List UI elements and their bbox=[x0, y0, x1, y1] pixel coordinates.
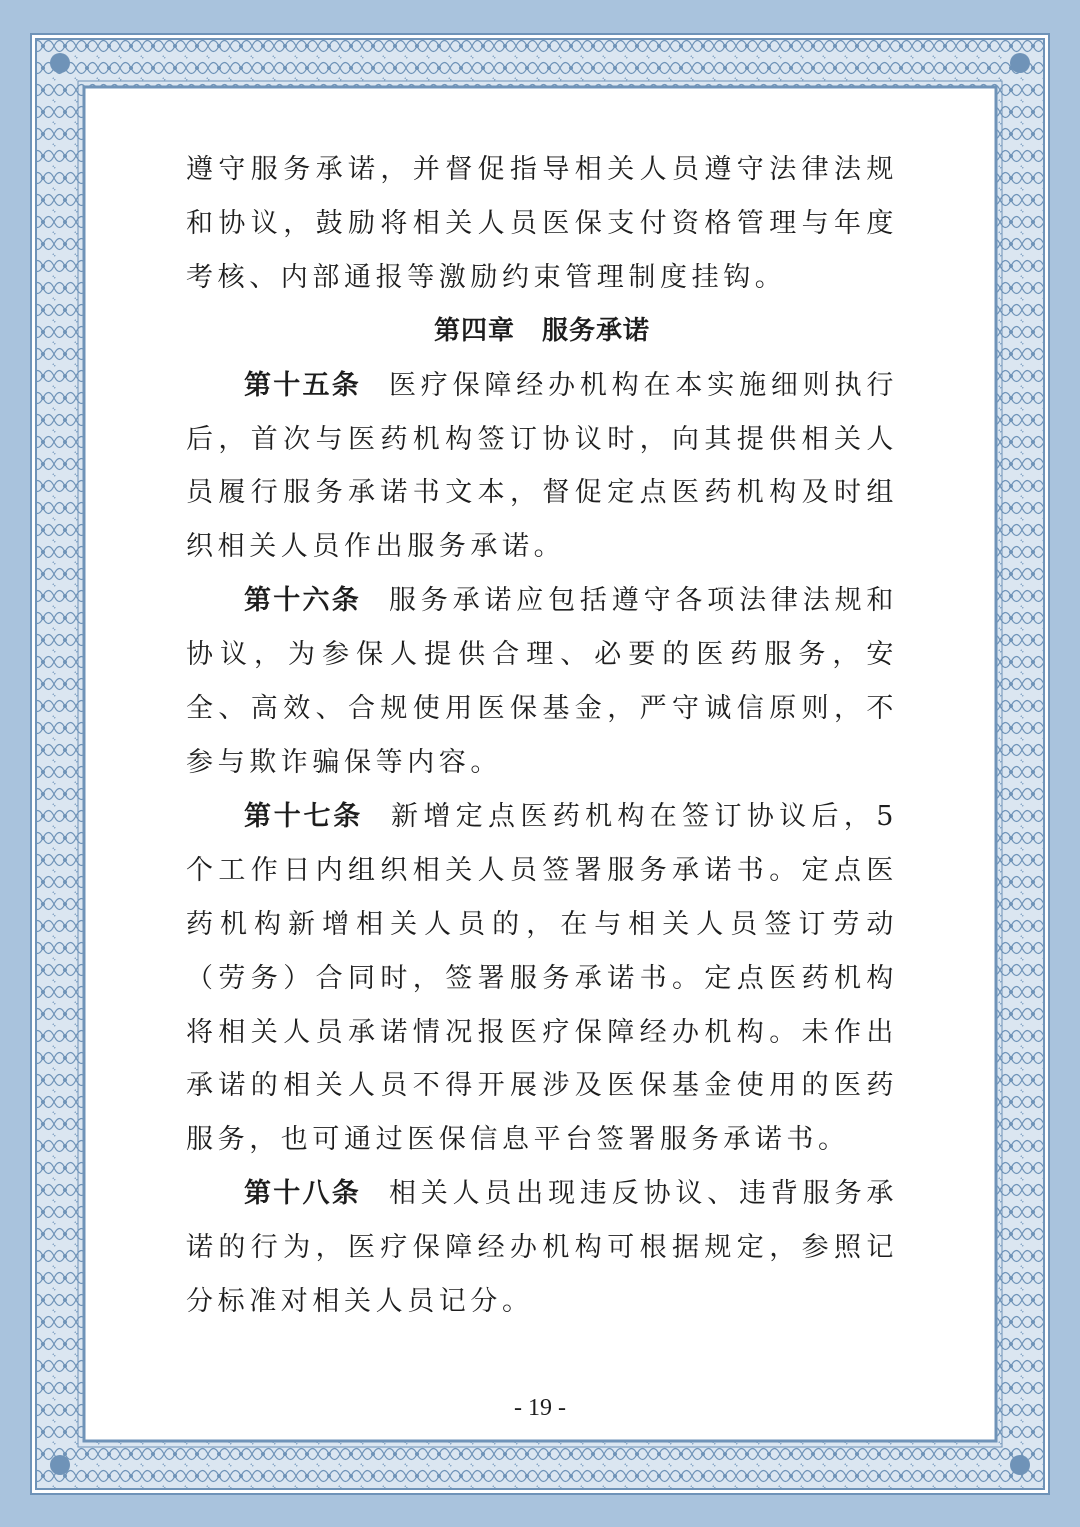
page-number: - 19 - bbox=[514, 1395, 566, 1421]
paragraph-continued: 遵守服务承诺，并督促指导相关人员遵守法律法规和协议，鼓励将相关人员医保支付资格管理与年度考核、内部通报等激励约束管理制度挂钩。 bbox=[186, 154, 898, 293]
article-text: 相关人员出现违反协议、违背服务承诺的行为，医疗保障经办机构可根据规定，参照记分标准对相关人员记分。 bbox=[186, 1178, 899, 1318]
article-18 bbox=[186, 1167, 898, 1329]
article-16 bbox=[186, 574, 898, 790]
article-17 bbox=[186, 790, 898, 1167]
article-label: 第十六条 bbox=[244, 585, 361, 617]
article-label: 第十五条 bbox=[244, 369, 361, 401]
article-label: 第十八条 bbox=[244, 1178, 361, 1210]
article-text: 服务承诺应包括遵守各项法律法规和协议，为参保人提供合理、必要的医药服务，安全、高效、合规使用医保基金，严守诚信原则，不参与欺诈骗保等内容。 bbox=[186, 585, 899, 778]
article-text: 新增定点医药机构在签订协议后，5个工作日内组织相关人员签署服务承诺书。定点医药机构新增相关人员的，在与相关人员签订劳动（劳务）合同时，签署服务承诺书。定点医药机构将相关人员承诺情况报医疗保障经办机构。未作出承诺的相关人员不得开展涉及医保基金使用的医药服务，也可通过医保信息平台签署服务承诺书。 bbox=[186, 800, 899, 1156]
article-label: 第十七条 bbox=[244, 800, 363, 832]
document-body bbox=[186, 143, 898, 1329]
chapter-title: 第四章 服务承诺 bbox=[433, 315, 650, 346]
article-text: 医疗保障经办机构在本实施细则执行后，首次与医药机构签订协议时，向其提供相关人员履行服务承诺书文本，督促定点医药机构及时组织相关人员作出服务承诺。 bbox=[186, 369, 899, 563]
article-15 bbox=[186, 359, 898, 575]
